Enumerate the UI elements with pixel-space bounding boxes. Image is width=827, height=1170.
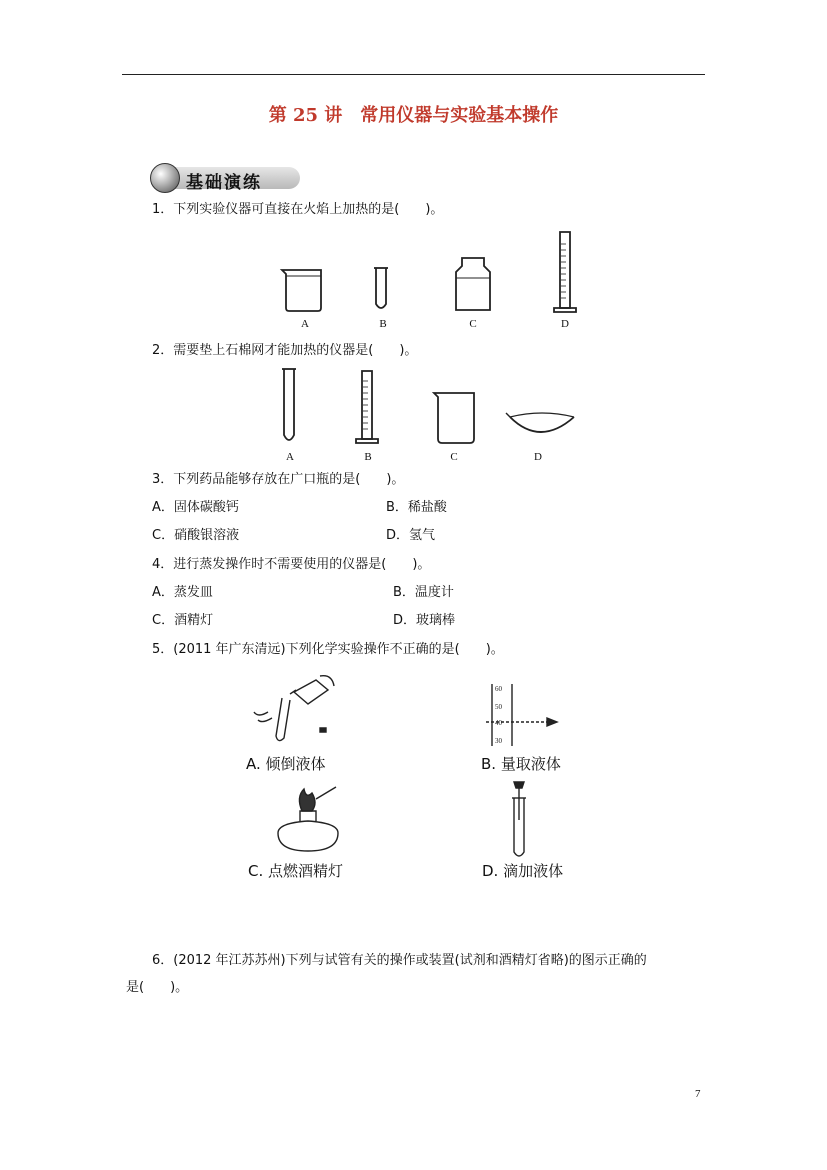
- q5-caption-b: B. 量取液体: [481, 755, 561, 773]
- question-1: 1．下列实验仪器可直接在火焰上加热的是( )。: [152, 202, 444, 217]
- lecture-topic: 常用仪器与实验基本操作: [360, 105, 559, 126]
- q4-option-d: D．玻璃棒: [393, 613, 456, 628]
- dropper-test-tube-icon: [504, 780, 544, 860]
- test-tube-icon: [376, 268, 386, 308]
- question-4: 4．进行蒸发操作时不需要使用的仪器是( )。: [152, 557, 431, 572]
- question-6-line-1: 6．(2012 年江苏苏州)下列与试管有关的操作或装置(试剂和酒精灯省略)的图示正确的: [152, 953, 647, 968]
- q3-option-a: A．固体碳酸钙: [152, 500, 239, 515]
- q1-label-a: A: [301, 318, 309, 330]
- q5-caption-a: A. 倾倒液体: [246, 755, 326, 773]
- q1-label-d: D: [561, 318, 569, 330]
- q2-label-d: D: [534, 451, 542, 463]
- tick-label-40: 40: [495, 719, 502, 727]
- tick-label-30: 30: [495, 737, 502, 745]
- q3-option-b: B．稀盐酸: [386, 500, 447, 515]
- q2-apparatus-figure: [270, 365, 590, 450]
- bullet-ball-icon: [150, 163, 180, 193]
- beaker-icon: [434, 393, 474, 443]
- q2-label-b: B: [364, 451, 372, 463]
- wide-mouth-bottle-icon: [456, 258, 490, 310]
- q5-caption-d: D. 滴加液体: [482, 862, 564, 880]
- q1-label-b: B: [379, 318, 387, 330]
- section-banner: [150, 163, 300, 193]
- header-rule: [122, 74, 705, 75]
- reading-cylinder-icon: [485, 682, 565, 748]
- pouring-liquid-icon: [250, 672, 340, 752]
- lecture-number: 第 25 讲: [268, 105, 343, 126]
- q4-option-a: A．蒸发皿: [152, 585, 213, 600]
- tick-label-60: 60: [495, 685, 502, 693]
- q4-option-c: C．酒精灯: [152, 613, 214, 628]
- question-3: 3．下列药品能够存放在广口瓶的是( )。: [152, 472, 405, 487]
- q3-option-d: D．氢气: [386, 528, 436, 543]
- q1-label-c: C: [469, 318, 477, 330]
- question-6-line-2: 是( )。: [126, 980, 189, 995]
- q1-apparatus-figure: [270, 228, 590, 318]
- q5-caption-c: C. 点燃酒精灯: [248, 862, 344, 880]
- q3-option-c: C．硝酸银溶液: [152, 528, 240, 543]
- q2-label-c: C: [450, 451, 458, 463]
- q4-option-b: B．温度计: [393, 585, 454, 600]
- page-title: [0, 101, 827, 127]
- question-2: 2．需要垫上石棉网才能加热的仪器是( )。: [152, 343, 418, 358]
- page-number: 7: [695, 1088, 701, 1100]
- tick-label-50: 50: [495, 703, 502, 711]
- test-tube-icon: [284, 369, 294, 440]
- section-title: 基础演练: [186, 173, 262, 193]
- q2-label-a: A: [286, 451, 294, 463]
- evaporating-dish-icon: [510, 417, 574, 432]
- question-5: 5．(2011 年广东清远)下列化学实验操作不正确的是( )。: [152, 642, 504, 657]
- graduated-cylinder-icon: [560, 232, 570, 308]
- alcohol-lamp-icon: [268, 785, 348, 855]
